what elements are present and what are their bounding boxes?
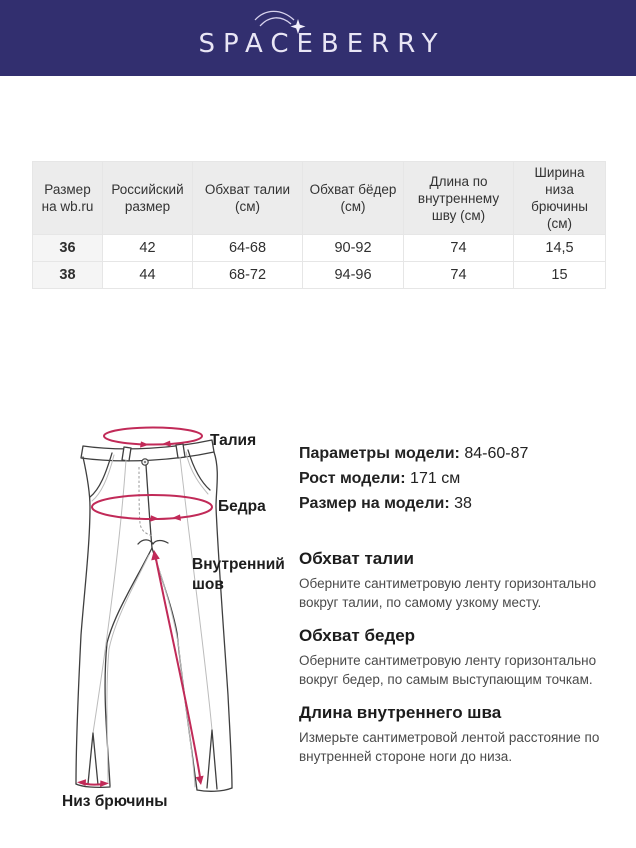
table-cell: 14,5 xyxy=(514,235,606,262)
table-header-cell: Обхват талии (см) xyxy=(193,162,303,235)
model-params-line xyxy=(299,441,633,466)
table-header-cell: Ширина низа брючины (см) xyxy=(514,162,606,235)
guide-section-waist xyxy=(299,548,633,612)
model-size-value: 38 xyxy=(454,495,472,512)
guide-section-title: Длина внутреннего шва xyxy=(299,703,502,722)
model-params-label: Параметры модели: xyxy=(299,445,460,462)
table-cell: 64-68 xyxy=(193,235,303,262)
hem-label: Низ брючины xyxy=(62,793,168,810)
table-cell: 36 xyxy=(33,235,103,262)
brand-logo: SPACEBERRY xyxy=(198,29,446,59)
guide-section-text: Оберните сантиметровую ленту горизонтально вокруг бедер, по самым выступающим точкам. xyxy=(299,653,597,687)
table-cell: 68-72 xyxy=(193,262,303,289)
model-params-value: 84-60-87 xyxy=(464,445,529,462)
table-cell: 42 xyxy=(103,235,193,262)
guide-section-title: Обхват талии xyxy=(299,549,414,568)
table-header-cell: Российский размер xyxy=(103,162,193,235)
guide-section-text: Измерьте сантиметровой лентой расстояние по внутренней стороне ноги до низа. xyxy=(299,730,600,764)
table-cell: 94-96 xyxy=(303,262,404,289)
table-cell: 74 xyxy=(404,262,514,289)
model-size-label: Размер на модели: xyxy=(299,495,450,512)
guide-section-title: Обхват бедер xyxy=(299,626,416,645)
table-row xyxy=(33,262,606,289)
table-cell: 15 xyxy=(514,262,606,289)
model-height-line xyxy=(299,466,633,491)
table-cell: 44 xyxy=(103,262,193,289)
inseam-label: Внутренний шов xyxy=(192,556,285,593)
table-cell: 74 xyxy=(404,235,514,262)
waist-label: Талия xyxy=(210,432,257,449)
table-cell: 90-92 xyxy=(303,235,404,262)
guide-section-text: Оберните сантиметровую ленту горизонтально вокруг талии, по самому узкому месту. xyxy=(299,576,597,610)
brand-header xyxy=(0,0,636,76)
table-header-row xyxy=(33,162,606,235)
table-header-cell: Обхват бёдер (см) xyxy=(303,162,404,235)
hips-label: Бедра xyxy=(218,498,266,515)
size-table-container xyxy=(32,161,605,289)
size-table xyxy=(32,161,606,289)
guide-section-hips xyxy=(299,625,633,689)
model-size-line xyxy=(299,491,633,516)
table-header-cell: Размер на wb.ru xyxy=(33,162,103,235)
table-row xyxy=(33,235,606,262)
table-cell: 38 xyxy=(33,262,103,289)
model-height-label: Рост модели: xyxy=(299,470,406,487)
measurement-info-column xyxy=(299,441,633,766)
guide-section-inseam xyxy=(299,702,633,766)
table-header-cell: Длина по внутреннему шву (см) xyxy=(404,162,514,235)
model-height-value: 171 см xyxy=(410,470,461,487)
pants-measurement-diagram xyxy=(30,415,300,815)
